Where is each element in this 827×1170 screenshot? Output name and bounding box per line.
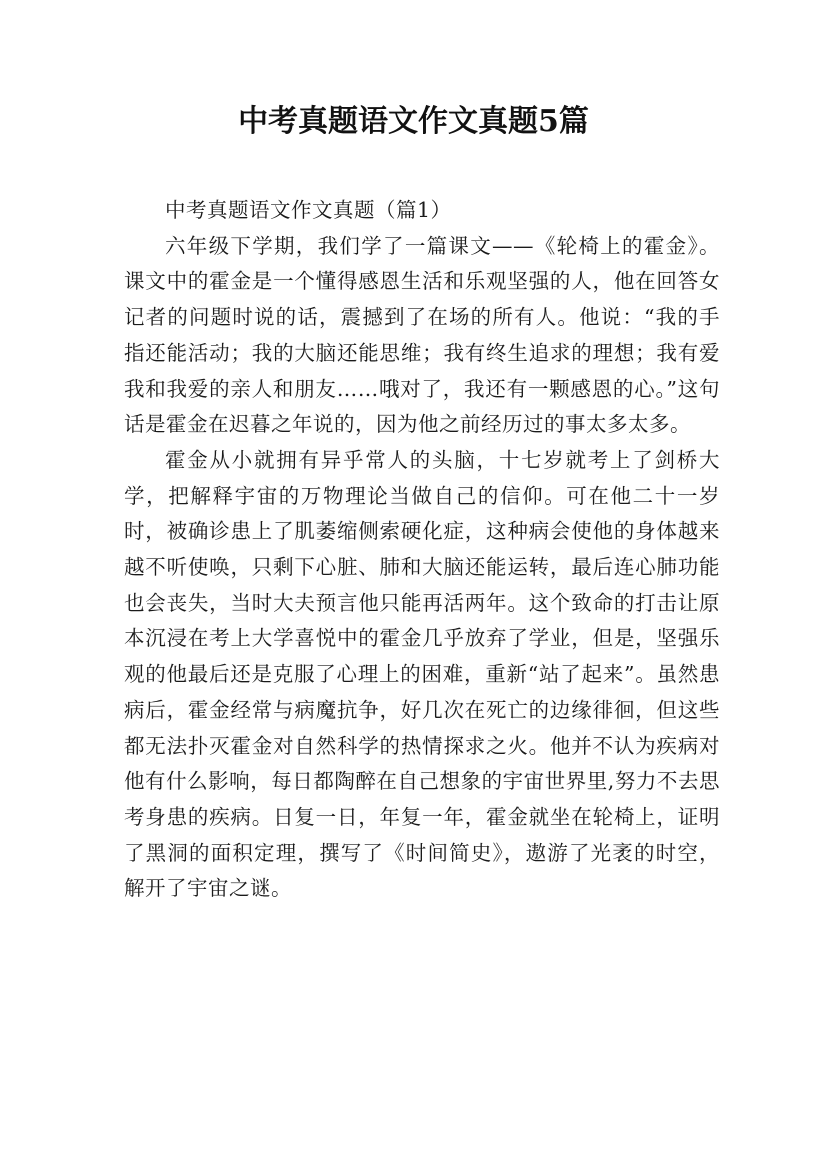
section-heading: 中考真题语文作文真题（篇1） bbox=[165, 198, 452, 222]
document-body bbox=[124, 193, 720, 907]
paragraph-2: 霍金从小就拥有异乎常人的头脑，十七岁就考上了剑桥大学，把解释宇宙的万物理论当做自己的信仰。可在他二十一岁时，被确诊患上了肌萎缩侧索硬化症，这种病会使他的身体越来越不听使唤，只剩下心脏、肺和大脑还能运转，最后连心肺功能也会丧失，当时大夫预言他只能再活两年。这个致命的打击让原本沉浸在考上大学喜悦中的霍金几乎放弃了学业，但是，坚强乐观的他最后还是克服了心理上的困难，重新“站了起来”。虽然患病后，霍金经常与病魔抗争，好几次在死亡的边缘徘徊，但这些都无法扑灭霍金对自然科学的热情探求之火。他并不认为疾病对他有什么影响，每日都陶醉在自己想象的宇宙世界里,努力不去思考身患的疾病。日复一日，年复一年，霍金就坐在轮椅上，证明了黑洞的面积定理，撰写了《时间简史》，遨游了光袤的时空，解开了宇宙之谜。 bbox=[124, 447, 720, 901]
paragraph-1: 六年级下学期，我们学了一篇课文——《轮椅上的霍金》。课文中的霍金是一个懂得感恩生活和乐观坚强的人，他在回答女记者的问题时说的话，震撼到了在场的所有人。他说：“我的手指还能活动；我的大脑还能思维；我有终生追求的理想；我有爱我和我爱的亲人和朋友……哦对了，我还有一颗感恩的心。”这句话是霍金在迟暮之年说的，因为他之前经历过的事太多太多。 bbox=[124, 233, 720, 437]
document-title: 中考真题语文作文真题5篇 bbox=[238, 104, 589, 139]
